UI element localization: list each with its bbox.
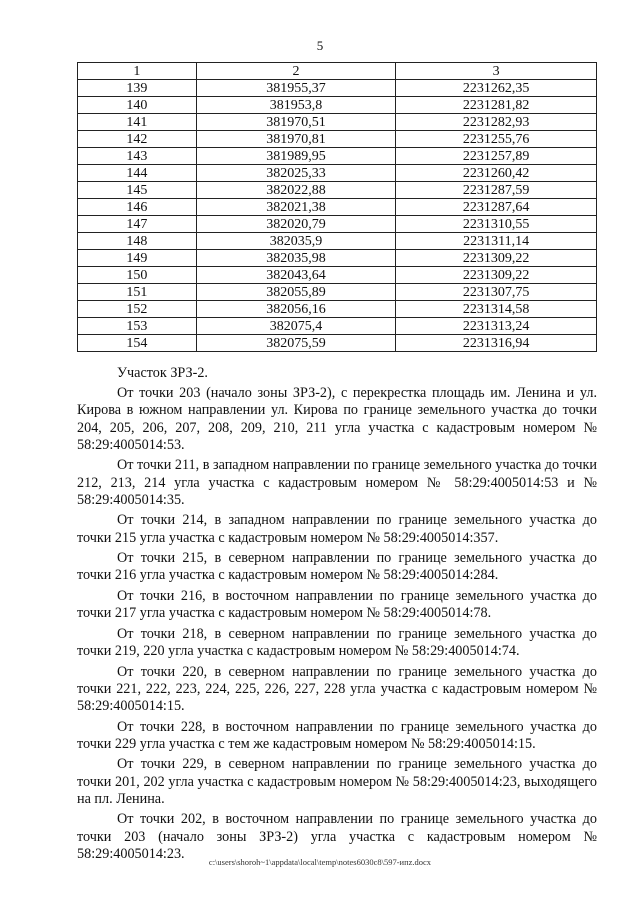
cell-x-coordinate: 381970,51 bbox=[196, 114, 396, 131]
cell-x-coordinate: 382056,16 bbox=[196, 301, 396, 318]
paragraph: От точки 203 (начало зоны ЗРЗ-2), с перекрестка площадь им. Ленина и ул. Кирова в южном направлении ул. Кирова по границе земельного участка до точки 204, 205, 206, 207, 208, 209, 210, 211 угла участка с кадастровым номером № 58:29:4005014:53. bbox=[77, 385, 597, 453]
table-row bbox=[78, 148, 597, 165]
table-row bbox=[78, 233, 597, 250]
table-body bbox=[78, 80, 597, 352]
cell-point-number: 140 bbox=[78, 97, 197, 114]
cell-y-coordinate: 2231313,24 bbox=[396, 318, 597, 335]
cell-x-coordinate: 381989,95 bbox=[196, 148, 396, 165]
cell-point-number: 150 bbox=[78, 267, 197, 284]
cell-point-number: 149 bbox=[78, 250, 197, 267]
cell-point-number: 154 bbox=[78, 335, 197, 352]
cell-y-coordinate: 2231311,14 bbox=[396, 233, 597, 250]
cell-y-coordinate: 2231307,75 bbox=[396, 284, 597, 301]
cell-point-number: 144 bbox=[78, 165, 197, 182]
table-row bbox=[78, 80, 597, 97]
header-point-number: 1 bbox=[78, 63, 197, 80]
cell-y-coordinate: 2231287,64 bbox=[396, 199, 597, 216]
header-y-coordinate: 3 bbox=[396, 63, 597, 80]
cell-y-coordinate: 2231309,22 bbox=[396, 250, 597, 267]
cell-y-coordinate: 2231255,76 bbox=[396, 131, 597, 148]
cell-point-number: 141 bbox=[78, 114, 197, 131]
cell-y-coordinate: 2231316,94 bbox=[396, 335, 597, 352]
table-header-row bbox=[78, 63, 597, 80]
text-body bbox=[77, 365, 597, 866]
cell-point-number: 145 bbox=[78, 182, 197, 199]
cell-point-number: 139 bbox=[78, 80, 197, 97]
cell-y-coordinate: 2231262,35 bbox=[396, 80, 597, 97]
cell-y-coordinate: 2231281,82 bbox=[396, 97, 597, 114]
cell-x-coordinate: 382035,9 bbox=[196, 233, 396, 250]
cell-y-coordinate: 2231260,42 bbox=[396, 165, 597, 182]
cell-point-number: 143 bbox=[78, 148, 197, 165]
cell-point-number: 147 bbox=[78, 216, 197, 233]
section-heading: Участок ЗРЗ-2. bbox=[117, 365, 208, 381]
cell-point-number: 151 bbox=[78, 284, 197, 301]
cell-y-coordinate: 2231314,58 bbox=[396, 301, 597, 318]
table-row bbox=[78, 97, 597, 114]
cell-x-coordinate: 382055,89 bbox=[196, 284, 396, 301]
paragraph: От точки 229, в северном направлении по границе земельного участка до точки 201, 202 угла участка с кадастровым номером № 58:29:4005014:23, выходящего на пл. Ленина. bbox=[77, 756, 597, 807]
cell-point-number: 153 bbox=[78, 318, 197, 335]
paragraph: От точки 214, в западном направлении по границе земельного участка до точки 215 угла участка с кадастровым номером № 58:29:4005014:357. bbox=[77, 512, 597, 546]
paragraph: От точки 220, в северном направлении по границе земельного участка до точки 221, 222, 223, 224, 225, 226, 227, 228 угла участка с кадастровым номером № 58:29:4005014:15. bbox=[77, 663, 597, 714]
cell-x-coordinate: 382075,59 bbox=[196, 335, 396, 352]
table-row bbox=[78, 199, 597, 216]
cell-point-number: 152 bbox=[78, 301, 197, 318]
cell-x-coordinate: 381970,81 bbox=[196, 131, 396, 148]
table-row bbox=[78, 318, 597, 335]
page-number: 5 bbox=[316, 38, 324, 53]
paragraph: От точки 211, в западном направлении по границе земельного участка до точки 212, 213, 214 угла участка с кадастровым номером № 58:29:4005014:53 и № 58:29:4005014:35. bbox=[77, 457, 598, 508]
cell-x-coordinate: 382025,33 bbox=[196, 165, 396, 182]
cell-x-coordinate: 381953,8 bbox=[196, 97, 396, 114]
cell-point-number: 142 bbox=[78, 131, 197, 148]
cell-point-number: 146 bbox=[78, 199, 197, 216]
cell-x-coordinate: 382075,4 bbox=[196, 318, 396, 335]
cell-y-coordinate: 2231257,89 bbox=[396, 148, 597, 165]
footer-file-path: c:\users\shoroh~1\appdata\local\temp\notes6030c8\597-ипz.docx bbox=[208, 857, 432, 867]
paragraph: От точки 218, в северном направлении по границе земельного участка до точки 219, 220 угла участка с кадастровым номером № 58:29:4005014:74. bbox=[77, 625, 597, 659]
cell-y-coordinate: 2231310,55 bbox=[396, 216, 597, 233]
cell-x-coordinate: 382043,64 bbox=[196, 267, 396, 284]
coordinates-table bbox=[77, 62, 597, 352]
cell-point-number: 148 bbox=[78, 233, 197, 250]
cell-x-coordinate: 381955,37 bbox=[196, 80, 396, 97]
table-row bbox=[78, 250, 597, 267]
table-row bbox=[78, 165, 597, 182]
paragraph: От точки 216, в восточном направлении по границе земельного участка до точки 217 угла участка с кадастровым номером № 58:29:4005014:78. bbox=[77, 588, 597, 622]
cell-x-coordinate: 382035,98 bbox=[196, 250, 396, 267]
paragraph: От точки 202, в восточном направлении по границе земельного участка до точки 203 (начало зоны ЗРЗ-2) угла участка с кадастровым номером № 58:29:4005014:23. bbox=[77, 811, 597, 862]
paragraph: От точки 228, в восточном направлении по границе земельного участка до точки 229 угла участка с тем же кадастровым номером № 58:29:4005014:15. bbox=[77, 718, 597, 752]
table-row bbox=[78, 182, 597, 199]
cell-y-coordinate: 2231287,59 bbox=[396, 182, 597, 199]
table-row bbox=[78, 284, 597, 301]
cell-x-coordinate: 382022,88 bbox=[196, 182, 396, 199]
table-row bbox=[78, 267, 597, 284]
paragraph: От точки 215, в северном направлении по границе земельного участка до точки 216 угла участка с кадастровым номером № 58:29:4005014:284. bbox=[77, 550, 597, 584]
cell-x-coordinate: 382020,79 bbox=[196, 216, 396, 233]
table-row bbox=[78, 301, 597, 318]
cell-y-coordinate: 2231309,22 bbox=[396, 267, 597, 284]
table-row bbox=[78, 131, 597, 148]
table-row bbox=[78, 114, 597, 131]
table-row bbox=[78, 216, 597, 233]
cell-y-coordinate: 2231282,93 bbox=[396, 114, 597, 131]
header-x-coordinate: 2 bbox=[196, 63, 396, 80]
cell-x-coordinate: 382021,38 bbox=[196, 199, 396, 216]
table-row bbox=[78, 335, 597, 352]
